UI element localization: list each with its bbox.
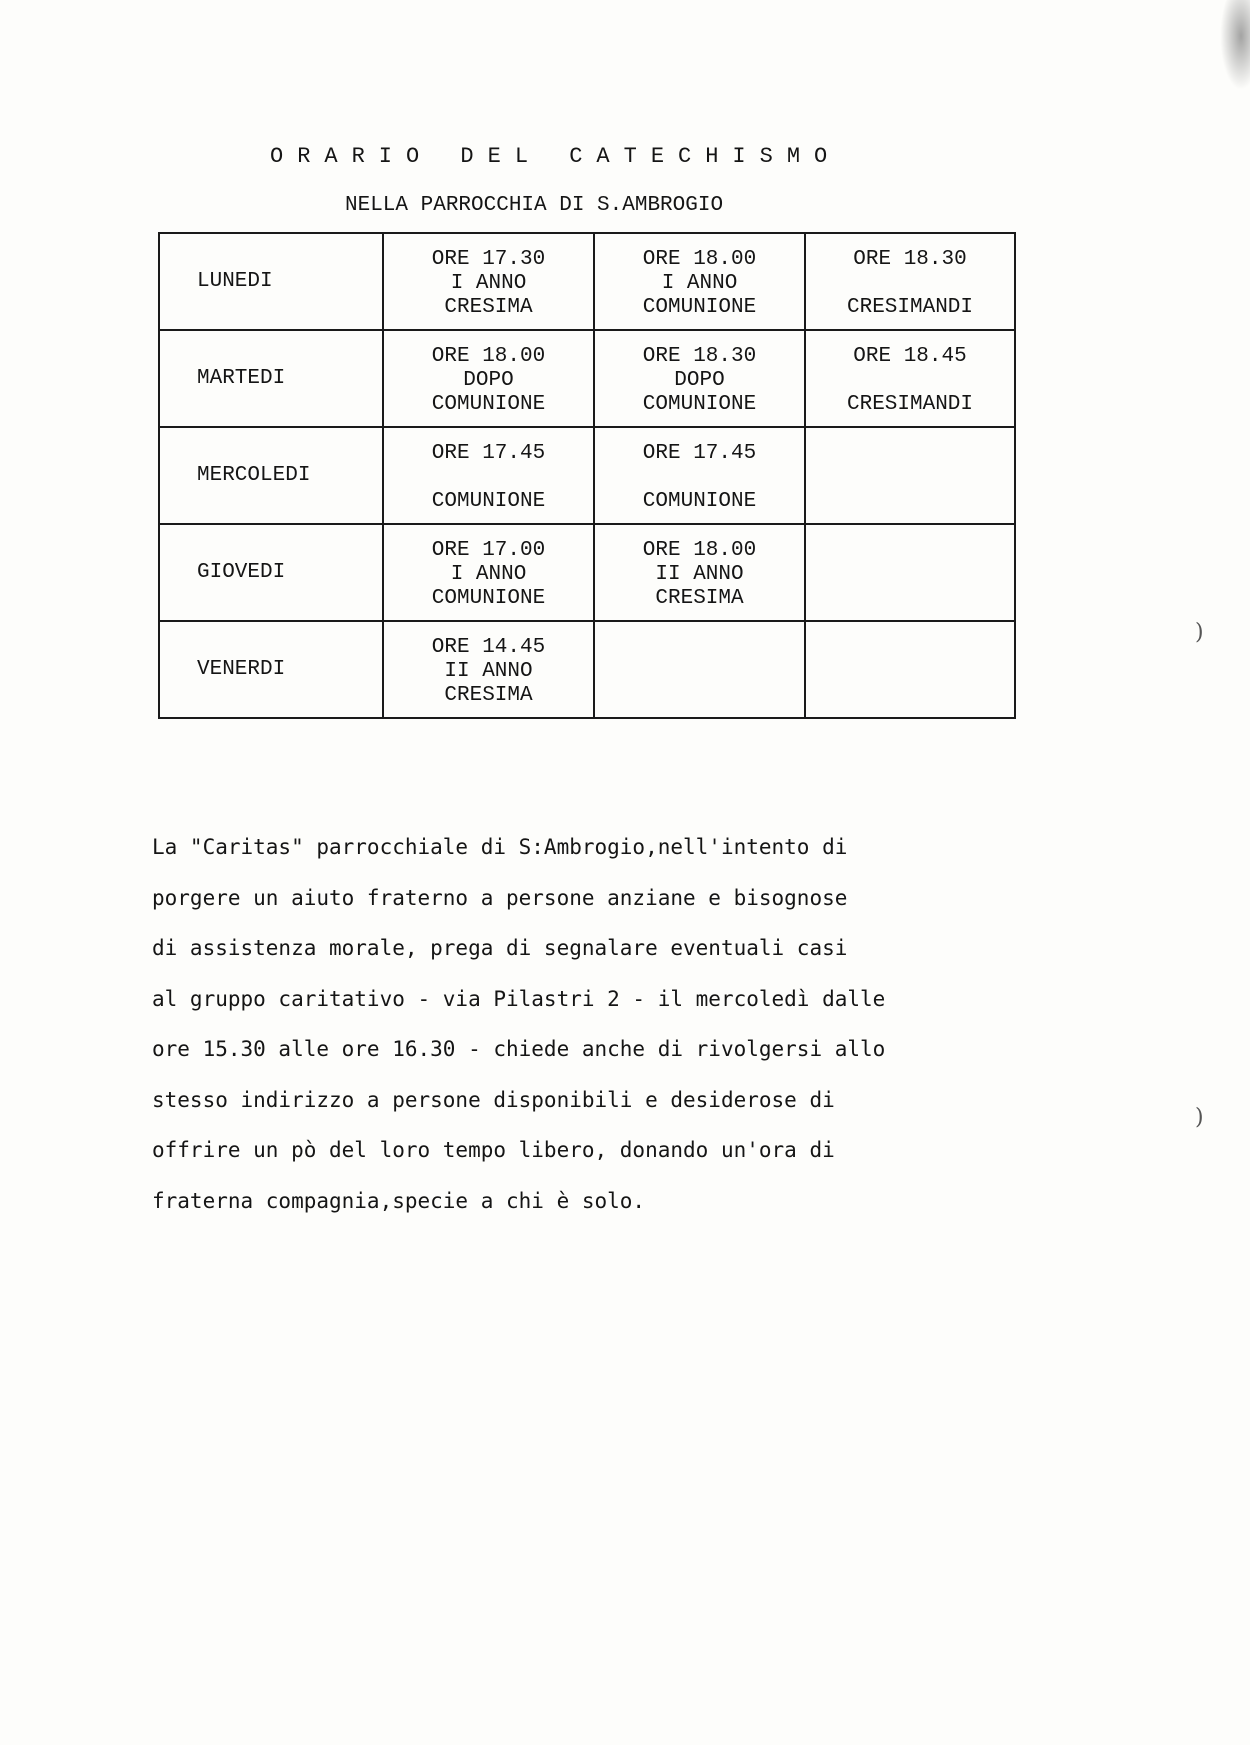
notice-line: di assistenza morale, prega di segnalare eventuali casi bbox=[152, 936, 848, 960]
slot-group: DOPO bbox=[463, 369, 514, 392]
day-cell: GIOVEDI bbox=[159, 524, 383, 621]
slot-course: COMUNIONE bbox=[642, 490, 757, 513]
notice-line: ore 15.30 alle ore 16.30 - chiede anche di rivolgersi allo bbox=[152, 1037, 886, 1061]
slot-course: COMUNIONE bbox=[431, 393, 546, 416]
slot-time: ORE 18.00 bbox=[431, 345, 546, 368]
document-title: ORARIO DEL CATECHISMO bbox=[270, 144, 842, 169]
slot-group bbox=[806, 272, 1014, 296]
slot-group bbox=[595, 466, 804, 490]
schedule-slot-cell bbox=[805, 427, 1015, 524]
schedule-row bbox=[159, 233, 1015, 330]
day-cell: VENERDI bbox=[159, 621, 383, 718]
scan-mark: ) bbox=[1195, 1105, 1204, 1130]
scan-edge-smudge bbox=[1220, 0, 1250, 90]
schedule-slot-cell bbox=[805, 524, 1015, 621]
slot-course: CRESIMANDI bbox=[846, 393, 974, 416]
slot-time: ORE 17.45 bbox=[431, 442, 546, 465]
notice-line: al gruppo caritativo - via Pilastri 2 - il mercoledì dalle bbox=[152, 986, 886, 1011]
schedule-slot-cell bbox=[594, 621, 805, 718]
slot-time: ORE 17.45 bbox=[642, 442, 757, 465]
document-subtitle: NELLA PARROCCHIA DI S.AMBROGIO bbox=[345, 194, 724, 217]
schedule-slot-cell bbox=[805, 233, 1015, 330]
schedule-slot-cell bbox=[594, 427, 805, 524]
caritas-notice bbox=[152, 822, 1052, 1226]
slot-group bbox=[384, 466, 593, 490]
slot-group bbox=[806, 369, 1014, 393]
schedule-slot-cell bbox=[594, 524, 805, 621]
slot-course: COMUNIONE bbox=[431, 587, 546, 610]
schedule-slot-cell bbox=[383, 427, 594, 524]
schedule-slot-cell bbox=[383, 524, 594, 621]
schedule-slot-cell bbox=[805, 621, 1015, 718]
schedule-slot-cell bbox=[594, 330, 805, 427]
slot-time: ORE 18.45 bbox=[853, 345, 967, 368]
slot-time: ORE 17.30 bbox=[431, 248, 546, 271]
notice-line: La "Caritas" parrocchiale di S:Ambrogio,nell'intento di bbox=[152, 835, 848, 859]
slot-course: COMUNIONE bbox=[431, 490, 546, 513]
slot-group: I ANNO bbox=[450, 272, 527, 295]
notice-line: offrire un pò del loro tempo libero, donando un'ora di bbox=[152, 1138, 835, 1162]
slot-course: COMUNIONE bbox=[642, 393, 757, 416]
day-cell: MARTEDI bbox=[159, 330, 383, 427]
schedule-row bbox=[159, 330, 1015, 427]
schedule-row bbox=[159, 524, 1015, 621]
slot-group: II ANNO bbox=[444, 660, 533, 683]
schedule-slot-cell bbox=[383, 233, 594, 330]
catechism-schedule-table bbox=[158, 232, 1016, 719]
slot-time: ORE 14.45 bbox=[431, 636, 546, 659]
schedule-slot-cell bbox=[383, 330, 594, 427]
slot-group: I ANNO bbox=[450, 563, 527, 586]
schedule-slot-cell bbox=[805, 330, 1015, 427]
slot-course: CRESIMANDI bbox=[846, 296, 974, 319]
slot-time: ORE 18.30 bbox=[642, 345, 757, 368]
slot-group: DOPO bbox=[674, 369, 725, 392]
notice-line: stesso indirizzo a persone disponibili e desiderose di bbox=[152, 1087, 835, 1112]
slot-course: CRESIMA bbox=[444, 684, 533, 707]
slot-time: ORE 18.00 bbox=[642, 539, 757, 562]
notice-line: fraterna compagnia,specie a chi è solo. bbox=[152, 1188, 646, 1213]
day-cell: LUNEDI bbox=[159, 233, 383, 330]
slot-course: CRESIMA bbox=[444, 296, 533, 319]
slot-time: ORE 18.30 bbox=[853, 248, 967, 271]
day-cell: MERCOLEDI bbox=[159, 427, 383, 524]
schedule-slot-cell bbox=[383, 621, 594, 718]
notice-line: porgere un aiuto fraterno a persone anziane e bisognose bbox=[152, 885, 848, 910]
schedule-row bbox=[159, 427, 1015, 524]
slot-course: COMUNIONE bbox=[642, 296, 757, 319]
slot-time: ORE 17.00 bbox=[431, 539, 546, 562]
slot-group: II ANNO bbox=[655, 563, 744, 586]
slot-time: ORE 18.00 bbox=[642, 248, 757, 271]
schedule-row bbox=[159, 621, 1015, 718]
slot-course: CRESIMA bbox=[655, 587, 744, 610]
schedule-slot-cell bbox=[594, 233, 805, 330]
slot-group: I ANNO bbox=[661, 272, 738, 295]
scan-mark: ) bbox=[1195, 620, 1204, 645]
